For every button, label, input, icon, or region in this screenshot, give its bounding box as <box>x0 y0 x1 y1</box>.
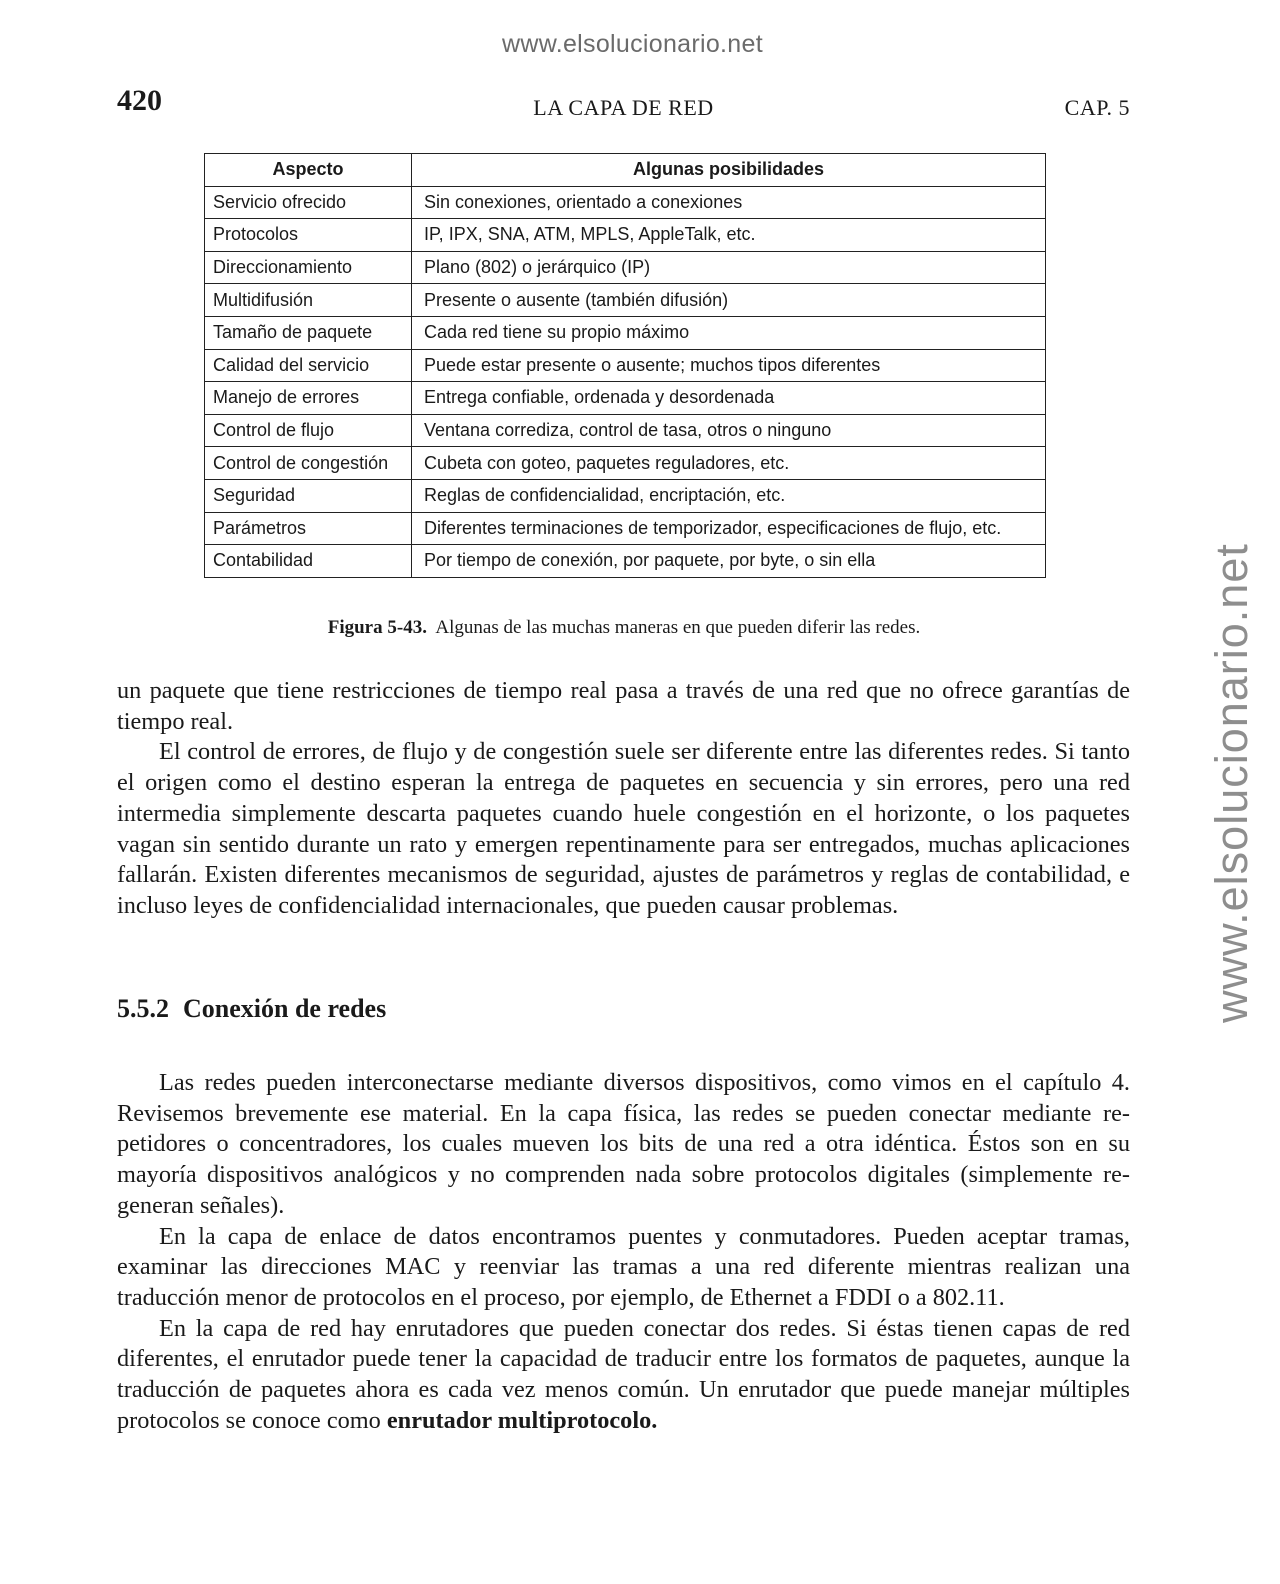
table-cell-aspect: Parámetros <box>205 512 412 545</box>
table-row <box>205 284 1046 317</box>
body-text-bottom <box>117 1068 1130 1436</box>
paragraph-error-control: El control de errores, de flujo y de congestión suele ser diferente entre las diferentes redes. Si tanto el origen como el destino esperan la entrega de paquetes en secuencia y sin errores, pero una red intermedia simplemente descarta paquetes cuando huele congestión en el horizonte, o los paquetes vagan sin sentido durante un rato y emergen repentinamente para ser entregados, muchas aplicaciones fallarán. Existen diferentes mecanismos de seguridad, ajustes de parámetros y reglas de contabilidad, e incluso leyes de confidencialidad internacionales, que pueden causar problemas. <box>117 738 1130 919</box>
table-cell-possibilities: Reglas de confidencialidad, encriptación, etc. <box>412 479 1046 512</box>
section-heading <box>117 994 386 1024</box>
table-cell-aspect: Control de congestión <box>205 447 412 480</box>
chapter-label: CAP. 5 <box>1064 95 1130 120</box>
table-cell-aspect: Manejo de errores <box>205 382 412 415</box>
table-cell-aspect: Seguridad <box>205 479 412 512</box>
table-cell-aspect: Calidad del servicio <box>205 349 412 382</box>
paragraph-network-layer <box>117 1314 1130 1437</box>
paragraph-network-layer-text: En la capa de red hay enrutadores que pueden conectar dos redes. Si éstas tienen capas de red diferentes, el enrutador puede tener la capacidad de traducir entre los formatos de paquetes, aunque la traducción de paquetes ahora es cada vez menos común. Un enrutador que puede manejar múltiples protocolos se conoce como <box>117 1314 1130 1434</box>
figure-caption-text: Algunas de las muchas maneras en que pueden diferir las redes. <box>435 617 921 638</box>
table-row <box>205 479 1046 512</box>
table-row <box>205 545 1046 578</box>
table-row <box>205 219 1046 252</box>
paragraph-physical-layer: Las redes pueden interconectarse mediante diversos dispositivos, como vimos en el capítulo 4. Revisemos brevemente ese material. En la capa física, las redes se pueden conectar mediante repetidores o concentradores, los cuales mueven los bits de una red a otra idéntica. Éstos son en su mayoría dispositivos analógicos y no comprenden nada sobre protocolos digitales (simplemente regeneran señales). <box>117 1069 1130 1219</box>
table-row <box>205 382 1046 415</box>
table-cell-possibilities: Presente o ausente (también difusión) <box>412 284 1046 317</box>
table-cell-aspect: Tamaño de paquete <box>205 316 412 349</box>
table-cell-aspect: Control de flujo <box>205 414 412 447</box>
section-title: Conexión de redes <box>183 994 387 1023</box>
table-cell-possibilities: Entrega confiable, ordenada y desordenada <box>412 382 1046 415</box>
paragraph-continuation: un paquete que tiene restricciones de tiempo real pasa a través de una red que no ofrece garantías de tiempo real. <box>117 677 1130 735</box>
table-row <box>205 512 1046 545</box>
page-number: 420 <box>117 84 162 117</box>
table-cell-possibilities: Por tiempo de conexión, por paquete, por byte, o sin ella <box>412 545 1046 578</box>
paragraph-data-link-layer: En la capa de enlace de datos encontramos puentes y conmutadores. Pueden aceptar tramas, examinar las direcciones MAC y reenviar las tramas a una red diferente mientras realizan una traducción menor de protocolos en el proceso, por ejemplo, de Ethernet a FDDI o a 802.11. <box>117 1222 1130 1311</box>
table-header-possibilities: Algunas posibilidades <box>412 154 1046 187</box>
table-header-aspect: Aspecto <box>205 154 412 187</box>
table-cell-possibilities: Sin conexiones, orientado a conexiones <box>412 186 1046 219</box>
table-row <box>205 251 1046 284</box>
watermark-top: www.elsolucionario.net <box>502 30 763 58</box>
table-cell-aspect: Multidifusión <box>205 284 412 317</box>
figure-caption <box>0 617 1248 639</box>
table-body <box>205 186 1046 577</box>
figure-label: Figura 5-43. <box>327 617 427 638</box>
table-row <box>205 316 1046 349</box>
table-row <box>205 414 1046 447</box>
table-row <box>205 447 1046 480</box>
table-cell-aspect: Servicio ofrecido <box>205 186 412 219</box>
chapter-title: LA CAPA DE RED <box>533 95 714 120</box>
section-number: 5.5.2 <box>117 994 169 1023</box>
watermark-side: www.elsolucionario.net <box>1206 543 1257 1023</box>
term-multiprotocol-router: enrutador multiprotocolo. <box>386 1406 658 1434</box>
table-cell-possibilities: Plano (802) o jerárquico (IP) <box>412 251 1046 284</box>
running-head <box>117 84 1130 124</box>
table-cell-possibilities: Cubeta con goteo, paquetes reguladores, etc. <box>412 447 1046 480</box>
table-cell-possibilities: Puede estar presente o ausente; muchos tipos diferentes <box>412 349 1046 382</box>
table-cell-aspect: Contabilidad <box>205 545 412 578</box>
table-cell-possibilities: IP, IPX, SNA, ATM, MPLS, AppleTalk, etc. <box>412 219 1046 252</box>
body-text-top <box>117 676 1130 922</box>
table-cell-possibilities: Diferentes terminaciones de temporizador, especificaciones de flujo, etc. <box>412 512 1046 545</box>
table-header-row <box>205 154 1046 187</box>
table-cell-possibilities: Ventana corrediza, control de tasa, otros o ninguno <box>412 414 1046 447</box>
table-cell-aspect: Direccionamiento <box>205 251 412 284</box>
table-row <box>205 186 1046 219</box>
table-cell-aspect: Protocolos <box>205 219 412 252</box>
network-differences-table <box>204 153 1046 578</box>
table-cell-possibilities: Cada red tiene su propio máximo <box>412 316 1046 349</box>
table-row <box>205 349 1046 382</box>
